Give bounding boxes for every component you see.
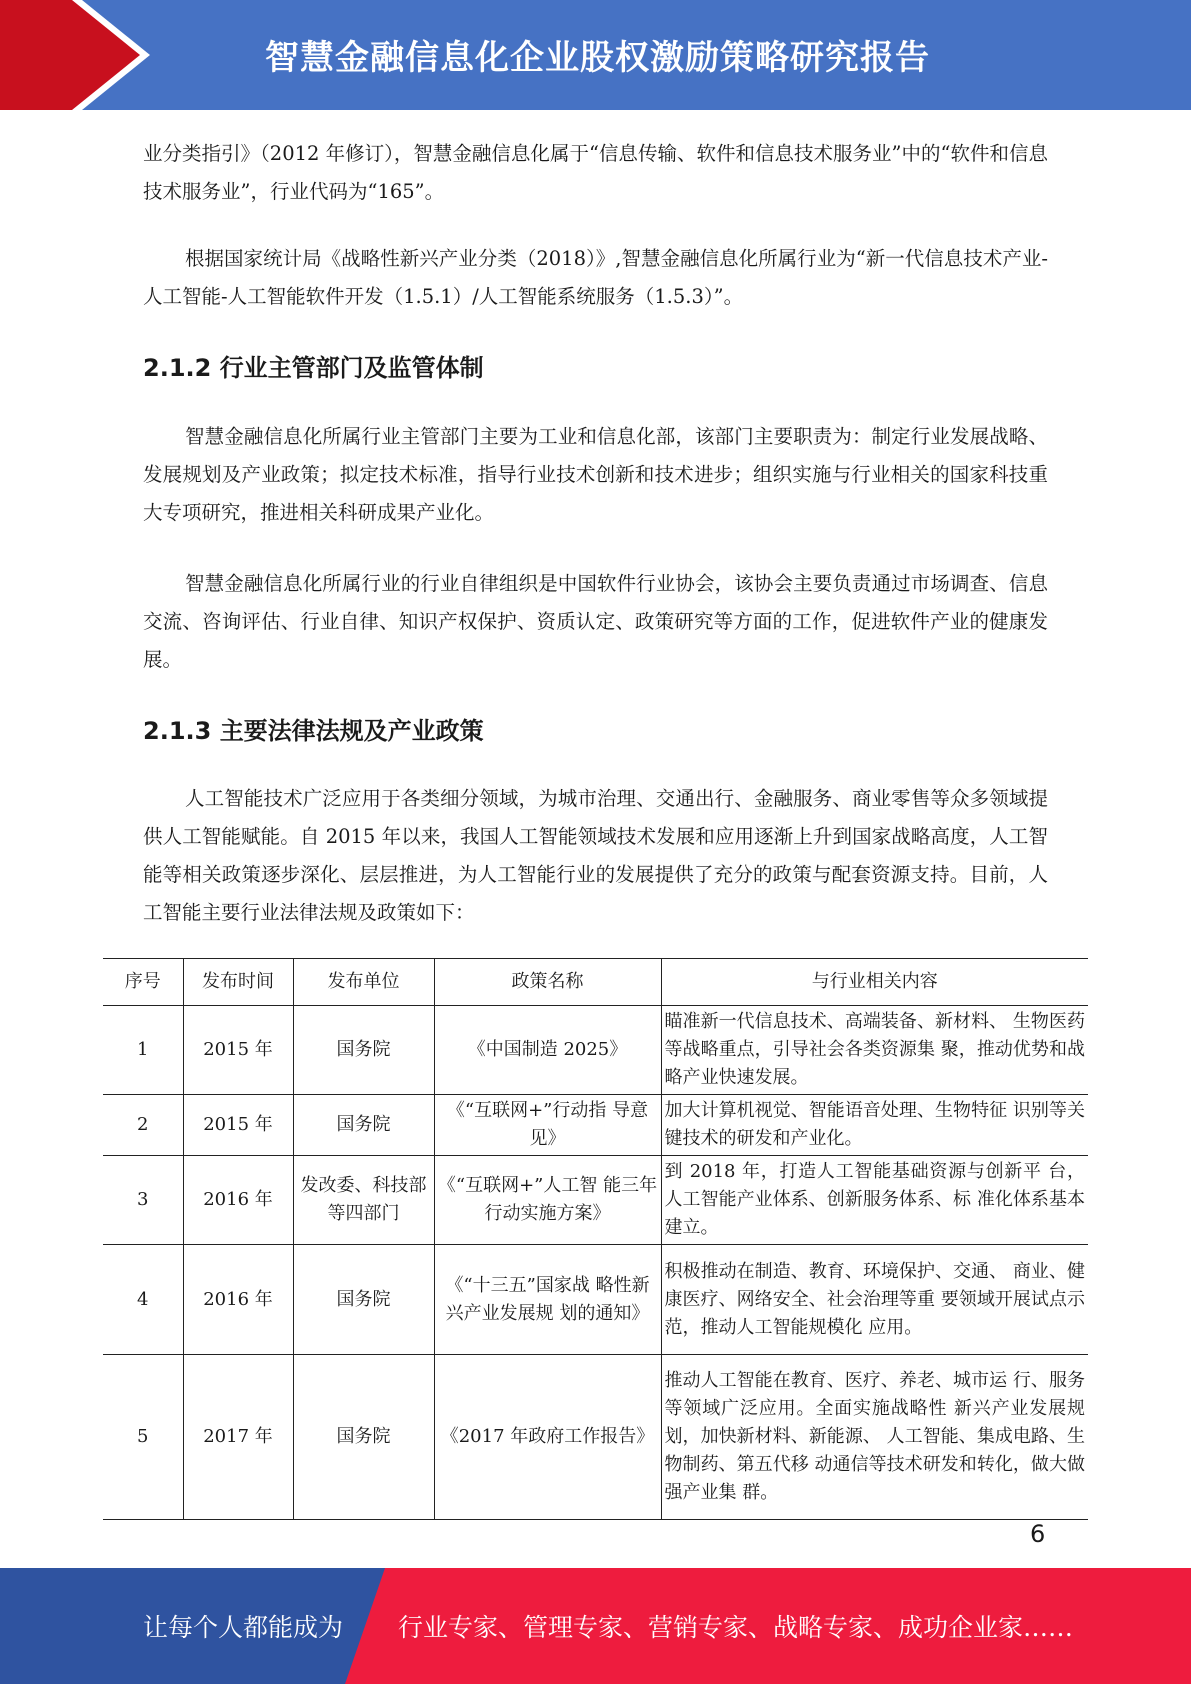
cell-issuer: 国务院: [293, 1355, 434, 1520]
paragraph-self-regulatory-org: 智慧金融信息化所属行业的行业自律组织是中国软件行业协会，该协会主要负责通过市场调查、信息交流、咨询评估、行业自律、知识产权保护、资质认定、政策研究等方面的工作，促进软件产业的健康发展。: [143, 572, 1048, 671]
cell-content: 推动人工智能在教育、医疗、养老、城市运 行、服务等领域广泛应用。全面实施战略性 新兴产业发展规划，加快新材料、新能源、 人工智能、集成电路、生物制药、第五代移 动通信等技术研发和转化，做大做强产业集 群。: [661, 1355, 1088, 1520]
footer-slogan-right: 行业专家、管理专家、营销专家、战略专家、成功企业家……: [398, 1613, 1074, 1642]
report-title: 智慧金融信息化企业股权激励策略研究报告: [265, 38, 930, 78]
cell-no: 2: [103, 1095, 183, 1156]
cell-issuer: 国务院: [293, 1006, 434, 1095]
table-row: [103, 1245, 1088, 1355]
header-no: 序号: [103, 959, 183, 1006]
cell-date: 2016 年: [183, 1245, 293, 1355]
cell-issuer: 国务院: [293, 1095, 434, 1156]
cell-policy-name: 《2017 年政府工作报告》: [434, 1355, 661, 1520]
cell-no: 1: [103, 1006, 183, 1095]
cell-content: 瞄准新一代信息技术、高端装备、新材料、 生物医药等战略重点，引导社会各类资源集 聚，推动优势和战略产业快速发展。: [661, 1006, 1088, 1095]
section-heading-2-1-3: 2.1.3 主要法律法规及产业政策: [143, 717, 484, 745]
table-row: [103, 1006, 1088, 1095]
table-row: [103, 1355, 1088, 1520]
cell-date: 2016 年: [183, 1156, 293, 1245]
cell-date: 2015 年: [183, 1095, 293, 1156]
paragraph-strategic-classification: 根据国家统计局《战略性新兴产业分类（2018）》,智慧金融信息化所属行业为“新一代信息技术产业-人工智能-人工智能软件开发（1.5.1）/人工智能系统服务（1.5.3）”。: [143, 247, 1048, 308]
cell-date: 2015 年: [183, 1006, 293, 1095]
cell-policy-name: 《中国制造 2025》: [434, 1006, 661, 1095]
paragraph-industry-classification: 业分类指引》（2012 年修订），智慧金融信息化属于“信息传输、软件和信息技术服务业”中的“软件和信息技术服务业”，行业代码为“165”。: [143, 142, 1048, 203]
table-row: [103, 1156, 1088, 1245]
header-date: 发布时间: [183, 959, 293, 1006]
cell-policy-name: 《“十三五”国家战 略性新兴产业发展规 划的通知》: [434, 1245, 661, 1355]
cell-no: 5: [103, 1355, 183, 1520]
footer-slogan-left: 让每个人都能成为: [143, 1613, 344, 1642]
cell-no: 4: [103, 1245, 183, 1355]
cell-policy-name: 《“互联网+”人工智 能三年行动实施方案》: [434, 1156, 661, 1245]
table-header-row: [103, 959, 1088, 1006]
cell-content: 积极推动在制造、教育、环境保护、交通、 商业、健康医疗、网络安全、社会治理等重 要领域开展试点示范，推动人工智能规模化 应用。: [661, 1245, 1088, 1355]
paragraph-ai-policy-intro: 人工智能技术广泛应用于各类细分领域，为城市治理、交通出行、金融服务、商业零售等众多领域提供人工智能赋能。自 2015 年以来，我国人工智能领域技术发展和应用逐渐上升到国家战略高度，人工智能等相关政策逐步深化、层层推进，为人工智能行业的发展提供了充分的政策与配套资源支持。目前，人工智能主要行业法律法规及政策如下：: [143, 787, 1048, 924]
cell-policy-name: 《“互联网+”行动指 导意见》: [434, 1095, 661, 1156]
header-content: 与行业相关内容: [661, 959, 1088, 1006]
page-number: 6: [1030, 1520, 1046, 1548]
cell-content: 到 2018 年，打造人工智能基础资源与创新平 台，人工智能产业体系、创新服务体系、标 准化体系基本建立。: [661, 1156, 1088, 1245]
cell-date: 2017 年: [183, 1355, 293, 1520]
cell-issuer: 发改委、科技部等四部门: [293, 1156, 434, 1245]
header-policy-name: 政策名称: [434, 959, 661, 1006]
cell-issuer: 国务院: [293, 1245, 434, 1355]
header-arrow-icon: [0, 0, 140, 110]
page-header: [0, 0, 1191, 110]
paragraph-regulator: 智慧金融信息化所属行业主管部门主要为工业和信息化部，该部门主要职责为：制定行业发展战略、发展规划及产业政策；拟定技术标准，指导行业技术创新和技术进步；组织实施与行业相关的国家科技重大专项研究，推进相关科研成果产业化。: [143, 425, 1048, 524]
cell-no: 3: [103, 1156, 183, 1245]
cell-content: 加大计算机视觉、智能语音处理、生物特征 识别等关键技术的研发和产业化。: [661, 1095, 1088, 1156]
header-issuer: 发布单位: [293, 959, 434, 1006]
table-row: [103, 1095, 1088, 1156]
section-heading-2-1-2: 2.1.2 行业主管部门及监管体制: [143, 354, 484, 382]
policy-table: [103, 958, 1088, 1520]
page-footer: [0, 1568, 1191, 1684]
